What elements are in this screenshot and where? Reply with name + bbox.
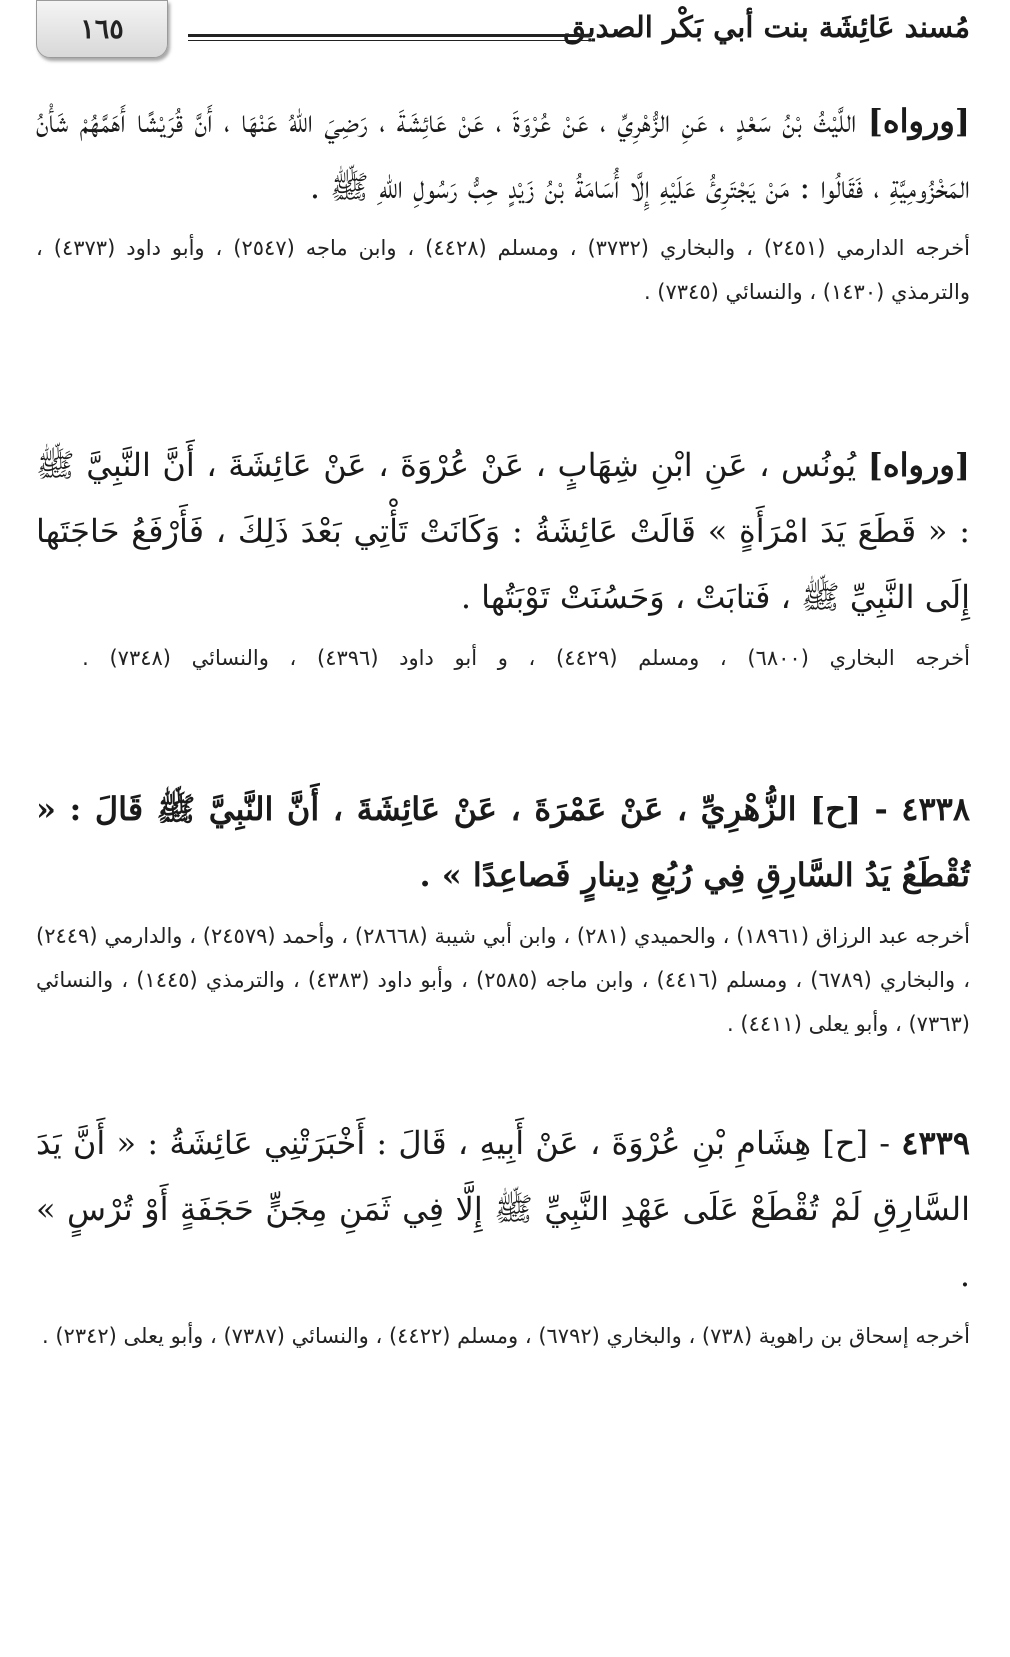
hadith-text [36,88,970,220]
hadith-number: ٤٣٣٨ [901,790,971,828]
entry-body: يُونُس ، عَنِ ابْنِ شِهَابٍ ، عَنْ عُرْوَةَ ، عَنْ عَائِشَةَ ، أَنَّ النَّبِيَّ ﷺ : « قَطَعَ يَدَ امْرَأَةٍ » قَالَتْ عَائِشَةُ : وَكَانَتْ تَأْتِي بَعْدَ ذَلِكَ ، فَأَرْفَعُ حَاجَتَها إِلَى النَّبِيِّ ﷺ ، فَتابَتْ ، وَحَسُنَتْ تَوْبَتُها . [36,446,970,616]
hadith-text: ٤٣٣٨ - [ح] الزُّهْرِيِّ ، عَنْ عَمْرَةَ ، عَنْ عَائِشَةَ ، أَنَّ النَّبِيَّ ﷺ قَالَ : « تُقْطَعُ يَدُ السَّارِقِ فِي رُبُعِ دِينارٍ فَصاعِدًا » . [36,790,971,894]
entry-label: [ورواه] [867,446,970,484]
header-rule [188,34,592,41]
entry-label: [ح] [822,1124,869,1162]
hadith-number: ٤٣٣٩ [901,1124,971,1162]
entry-label: [ورواه] [867,102,971,140]
page-number: ١٦٥ [36,0,168,58]
hadith-footnote: أخرجه عبد الرزاق (١٨٩٦١) ، والحميدي (٢٨١) ، وابن أبي شيبة (٢٨٦٦٨) ، وأحمد (٢٤٥٧٩) ، والدارمي (٢٤٤٩) ، والبخاري (٦٧٨٩) ، ومسلم (٤٤١٦) ، وابن ماجه (٢٥٨٥) ، وأبو داود (٤٣٨٣) ، والترمذي (١٤٤٥) ، والنسائي (٧٣٦٣) ، وأبو يعلى (٤٤١١) . [36,924,971,1036]
hadith-footnote: أخرجه إسحاق بن راهوية (٧٣٨) ، والبخاري (٦٧٩٢) ، ومسلم (٤٤٢٢) ، والنسائي (٧٣٨٧) ، وأبو يعلى (٢٣٤٢) . [42,1324,970,1348]
hadith-entry [36,776,970,1046]
entry-body: اللَّيْثُ بْنُ سَعْدٍ ، عَنِ الزُّهْرِيِّ ، عَنْ عُرْوَةَ ، عَنْ عَائِشَةَ ، رَضِيَ اللهُ عَنْهَا ، أَنَّ قُرَيْشًا أَهَمَّهُمْ شَأْنُ المَخْزُومِيَّةِ ، فَقَالُوا : مَنْ يَجْتَرِئُ عَلَيْهِ إِلَّا أُسَامَةُ بْنُ زَيْدٍ حِبُّ رَسُولِ اللهِ ﷺ . [36,102,970,206]
running-title: مُسند عَائِشَة بنت أبي بَكْر الصديق [563,10,970,44]
page-header [36,0,970,60]
hadith-footnote: أخرجه الدارمي (٢٤٥١) ، والبخاري (٣٧٣٢) ، ومسلم (٤٤٢٨) ، وابن ماجه (٢٥٤٧) ، وأبو داود (٤٣٧٣) ، والترمذي (١٤٣٠) ، والنسائي (٧٣٤٥) . [36,236,971,304]
entry-body: الزُّهْرِيِّ ، عَنْ عَمْرَةَ ، عَنْ عَائِشَةَ ، أَنَّ النَّبِيَّ ﷺ قَالَ : « تُقْطَعُ يَدُ السَّارِقِ فِي رُبُعِ دِينارٍ فَصاعِدًا » . [36,790,970,894]
entry-body: هِشَامِ بْنِ عُرْوَةَ ، عَنْ أَبِيهِ ، قَالَ : أَخْبَرَتْنِي عَائِشَةُ : « أَنَّ يَدَ السَّارِقِ لَمْ تُقْطَعْ عَلَى عَهْدِ النَّبِيِّ ﷺ إِلَّا فِي ثَمَنِ مِجَنٍّ حَجَفَةٍ أَوْ تُرْسٍ » . [36,1124,971,1294]
hadith-entry [36,1110,970,1358]
hadith-entry [36,432,970,680]
hadith-footnote: أخرجه البخاري (٦٨٠٠) ، ومسلم (٤٤٢٩) ، و أبو داود (٤٣٩٦) ، والنسائي (٧٣٤٨) . [82,646,970,670]
hadith-entry [36,88,970,314]
hadith-text: ٤٣٣٩ - [ح] هِشَامِ بْنِ عُرْوَةَ ، عَنْ أَبِيهِ ، قَالَ : أَخْبَرَتْنِي عَائِشَةُ : « أَنَّ يَدَ السَّارِقِ لَمْ تُقْطَعْ عَلَى عَهْدِ النَّبِيِّ ﷺ إِلَّا فِي ثَمَنِ مِجَنٍّ حَجَفَةٍ أَوْ تُرْسٍ » . [36,1124,971,1294]
entry-label: [ح] [810,790,861,828]
hadith-text [36,432,970,630]
